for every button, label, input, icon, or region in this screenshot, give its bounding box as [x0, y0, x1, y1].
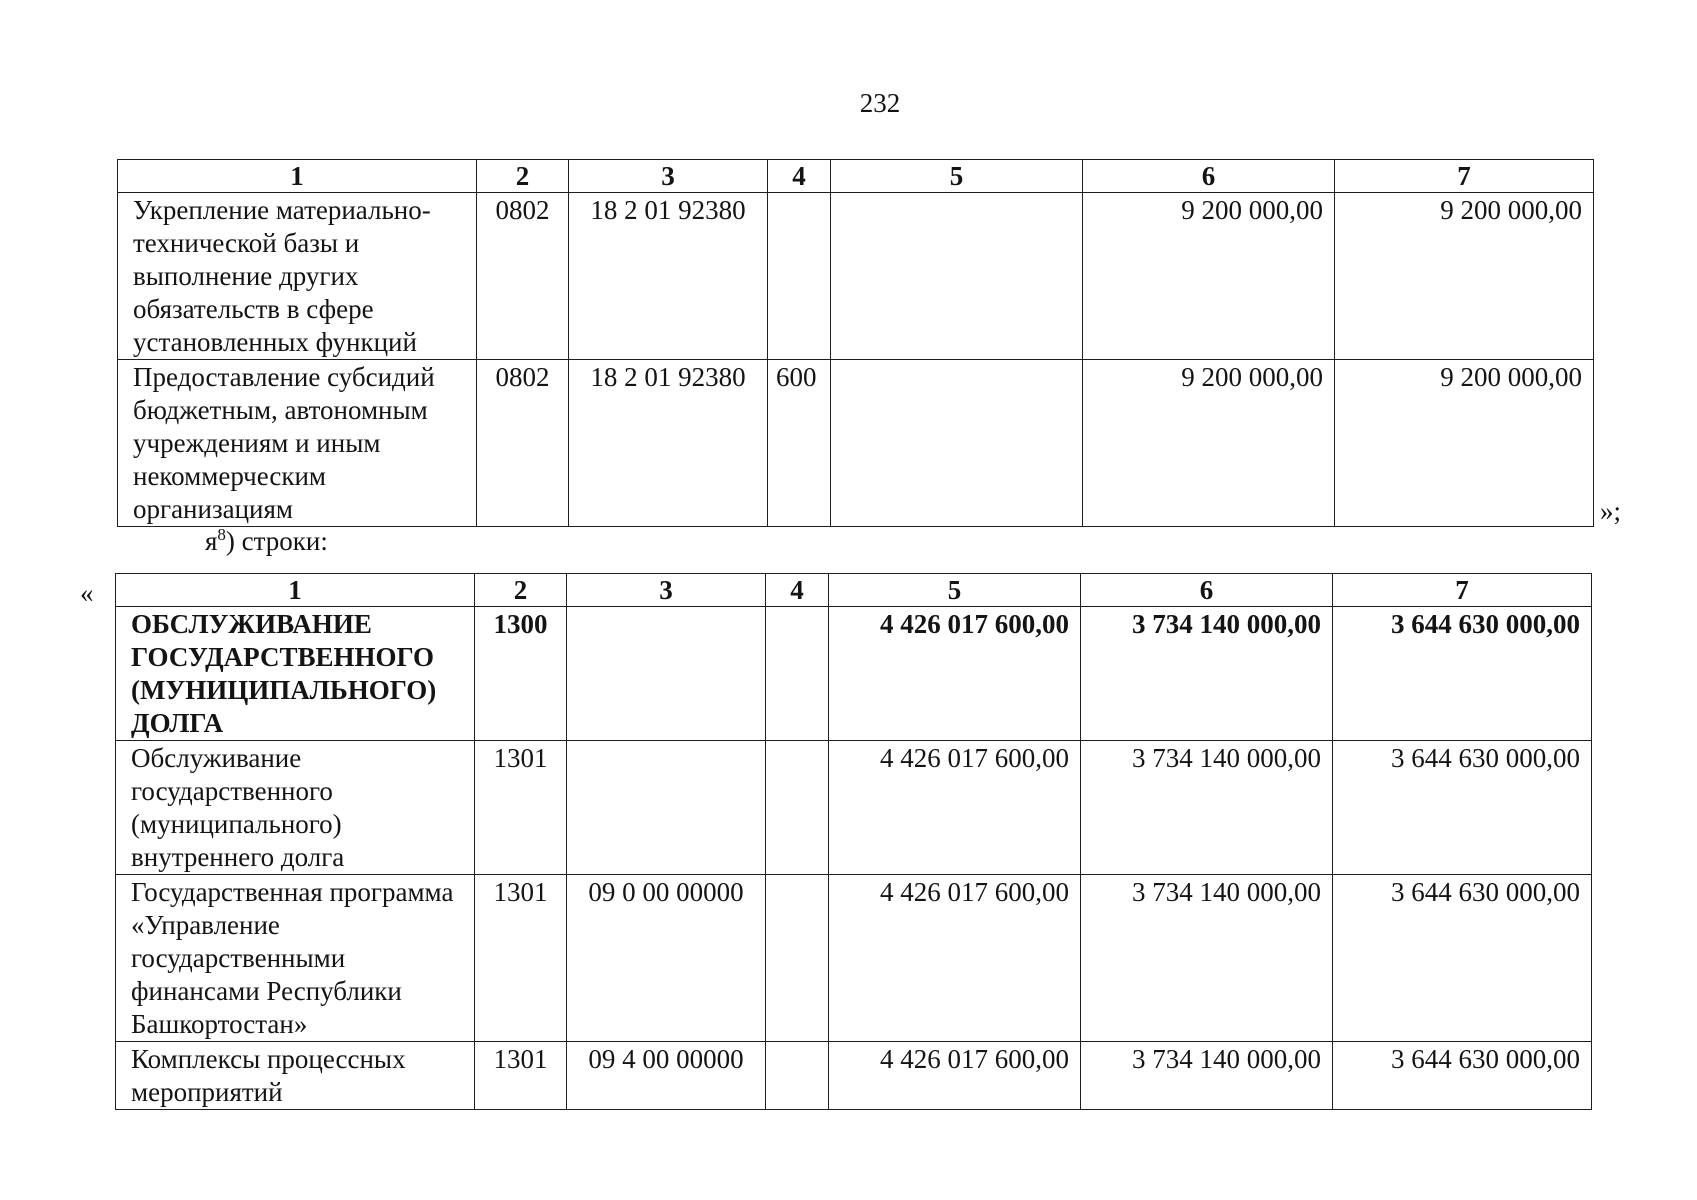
- item-superscript: 8: [217, 525, 226, 544]
- amount-col7: 3 644 630 000,00: [1333, 875, 1592, 1042]
- closing-quote: »;: [1600, 496, 1622, 526]
- amount-col6: 9 200 000,00: [1083, 193, 1335, 360]
- expense-type-code: [768, 193, 831, 360]
- target-code: 09 4 00 00000: [567, 1042, 766, 1110]
- column-header: 5: [831, 160, 1083, 193]
- column-header: 1: [118, 160, 477, 193]
- row-name: Государственная программа «Управление государственными финансами Республики Башкортостан»: [116, 875, 475, 1042]
- amount-col7: 3 644 630 000,00: [1333, 607, 1592, 741]
- column-header: 2: [475, 574, 567, 607]
- amount-col5: [831, 360, 1083, 527]
- row-name: Обслуживание государственного (муниципального) внутреннего долга: [116, 741, 475, 875]
- expense-type-code: 600: [768, 360, 831, 527]
- amount-col6: 3 734 140 000,00: [1081, 1042, 1333, 1110]
- amount-col5: [831, 193, 1083, 360]
- table-row: [118, 360, 1594, 527]
- expense-type-code: [766, 1042, 829, 1110]
- amount-col7: 3 644 630 000,00: [1333, 1042, 1592, 1110]
- column-header: 4: [768, 160, 831, 193]
- amount-col5: 4 426 017 600,00: [829, 607, 1081, 741]
- table-row: [116, 1042, 1592, 1110]
- amount-col5: 4 426 017 600,00: [829, 741, 1081, 875]
- amount-col7: 3 644 630 000,00: [1333, 741, 1592, 875]
- column-header: 7: [1333, 574, 1592, 607]
- column-header: 6: [1083, 160, 1335, 193]
- column-header: 2: [477, 160, 569, 193]
- budget-table-inserted-rows: [115, 573, 1592, 1110]
- amount-col6: 9 200 000,00: [1083, 360, 1335, 527]
- column-header: 5: [829, 574, 1081, 607]
- table-row: [118, 193, 1594, 360]
- column-header: 3: [567, 574, 766, 607]
- column-header: 3: [569, 160, 768, 193]
- column-header: 4: [766, 574, 829, 607]
- table-header-row: [116, 574, 1592, 607]
- section-code: 1300: [475, 607, 567, 741]
- section-code: 0802: [477, 193, 569, 360]
- amount-col5: 4 426 017 600,00: [829, 1042, 1081, 1110]
- row-name: Укрепление материально-технической базы и выполнение других обязательств в сфере установленных функций: [118, 193, 477, 360]
- item-text: ) строки:: [225, 526, 328, 556]
- section-code: 1301: [475, 1042, 567, 1110]
- table-row: [116, 741, 1592, 875]
- table-row: [116, 875, 1592, 1042]
- amount-col7: 9 200 000,00: [1335, 193, 1594, 360]
- expense-type-code: [766, 875, 829, 1042]
- item-letter: я: [205, 526, 218, 556]
- amount-col5: 4 426 017 600,00: [829, 875, 1081, 1042]
- budget-table-continued: [117, 159, 1594, 527]
- column-header: 1: [116, 574, 475, 607]
- item-label: [205, 526, 328, 557]
- page-number: 232: [859, 88, 901, 118]
- opening-quote: «: [80, 578, 94, 608]
- amount-col7: 9 200 000,00: [1335, 360, 1594, 527]
- expense-type-code: [766, 741, 829, 875]
- amount-col6: 3 734 140 000,00: [1081, 741, 1333, 875]
- column-header: 7: [1335, 160, 1594, 193]
- target-code: 09 0 00 00000: [567, 875, 766, 1042]
- expense-type-code: [766, 607, 829, 741]
- row-name: Комплексы процессных мероприятий: [116, 1042, 475, 1110]
- row-name: Предоставление субсидий бюджетным, автономным учреждениям и иным некоммерческим организациям: [118, 360, 477, 527]
- target-code: [567, 741, 766, 875]
- row-name: ОБСЛУЖИВАНИЕ ГОСУДАРСТВЕННОГО (МУНИЦИПАЛЬНОГО) ДОЛГА: [116, 607, 475, 741]
- table-row: [116, 607, 1592, 741]
- target-code: [567, 607, 766, 741]
- amount-col6: 3 734 140 000,00: [1081, 875, 1333, 1042]
- target-code: 18 2 01 92380: [569, 193, 768, 360]
- amount-col6: 3 734 140 000,00: [1081, 607, 1333, 741]
- target-code: 18 2 01 92380: [569, 360, 768, 527]
- section-code: 1301: [475, 875, 567, 1042]
- section-code: 1301: [475, 741, 567, 875]
- table-header-row: [118, 160, 1594, 193]
- section-code: 0802: [477, 360, 569, 527]
- column-header: 6: [1081, 574, 1333, 607]
